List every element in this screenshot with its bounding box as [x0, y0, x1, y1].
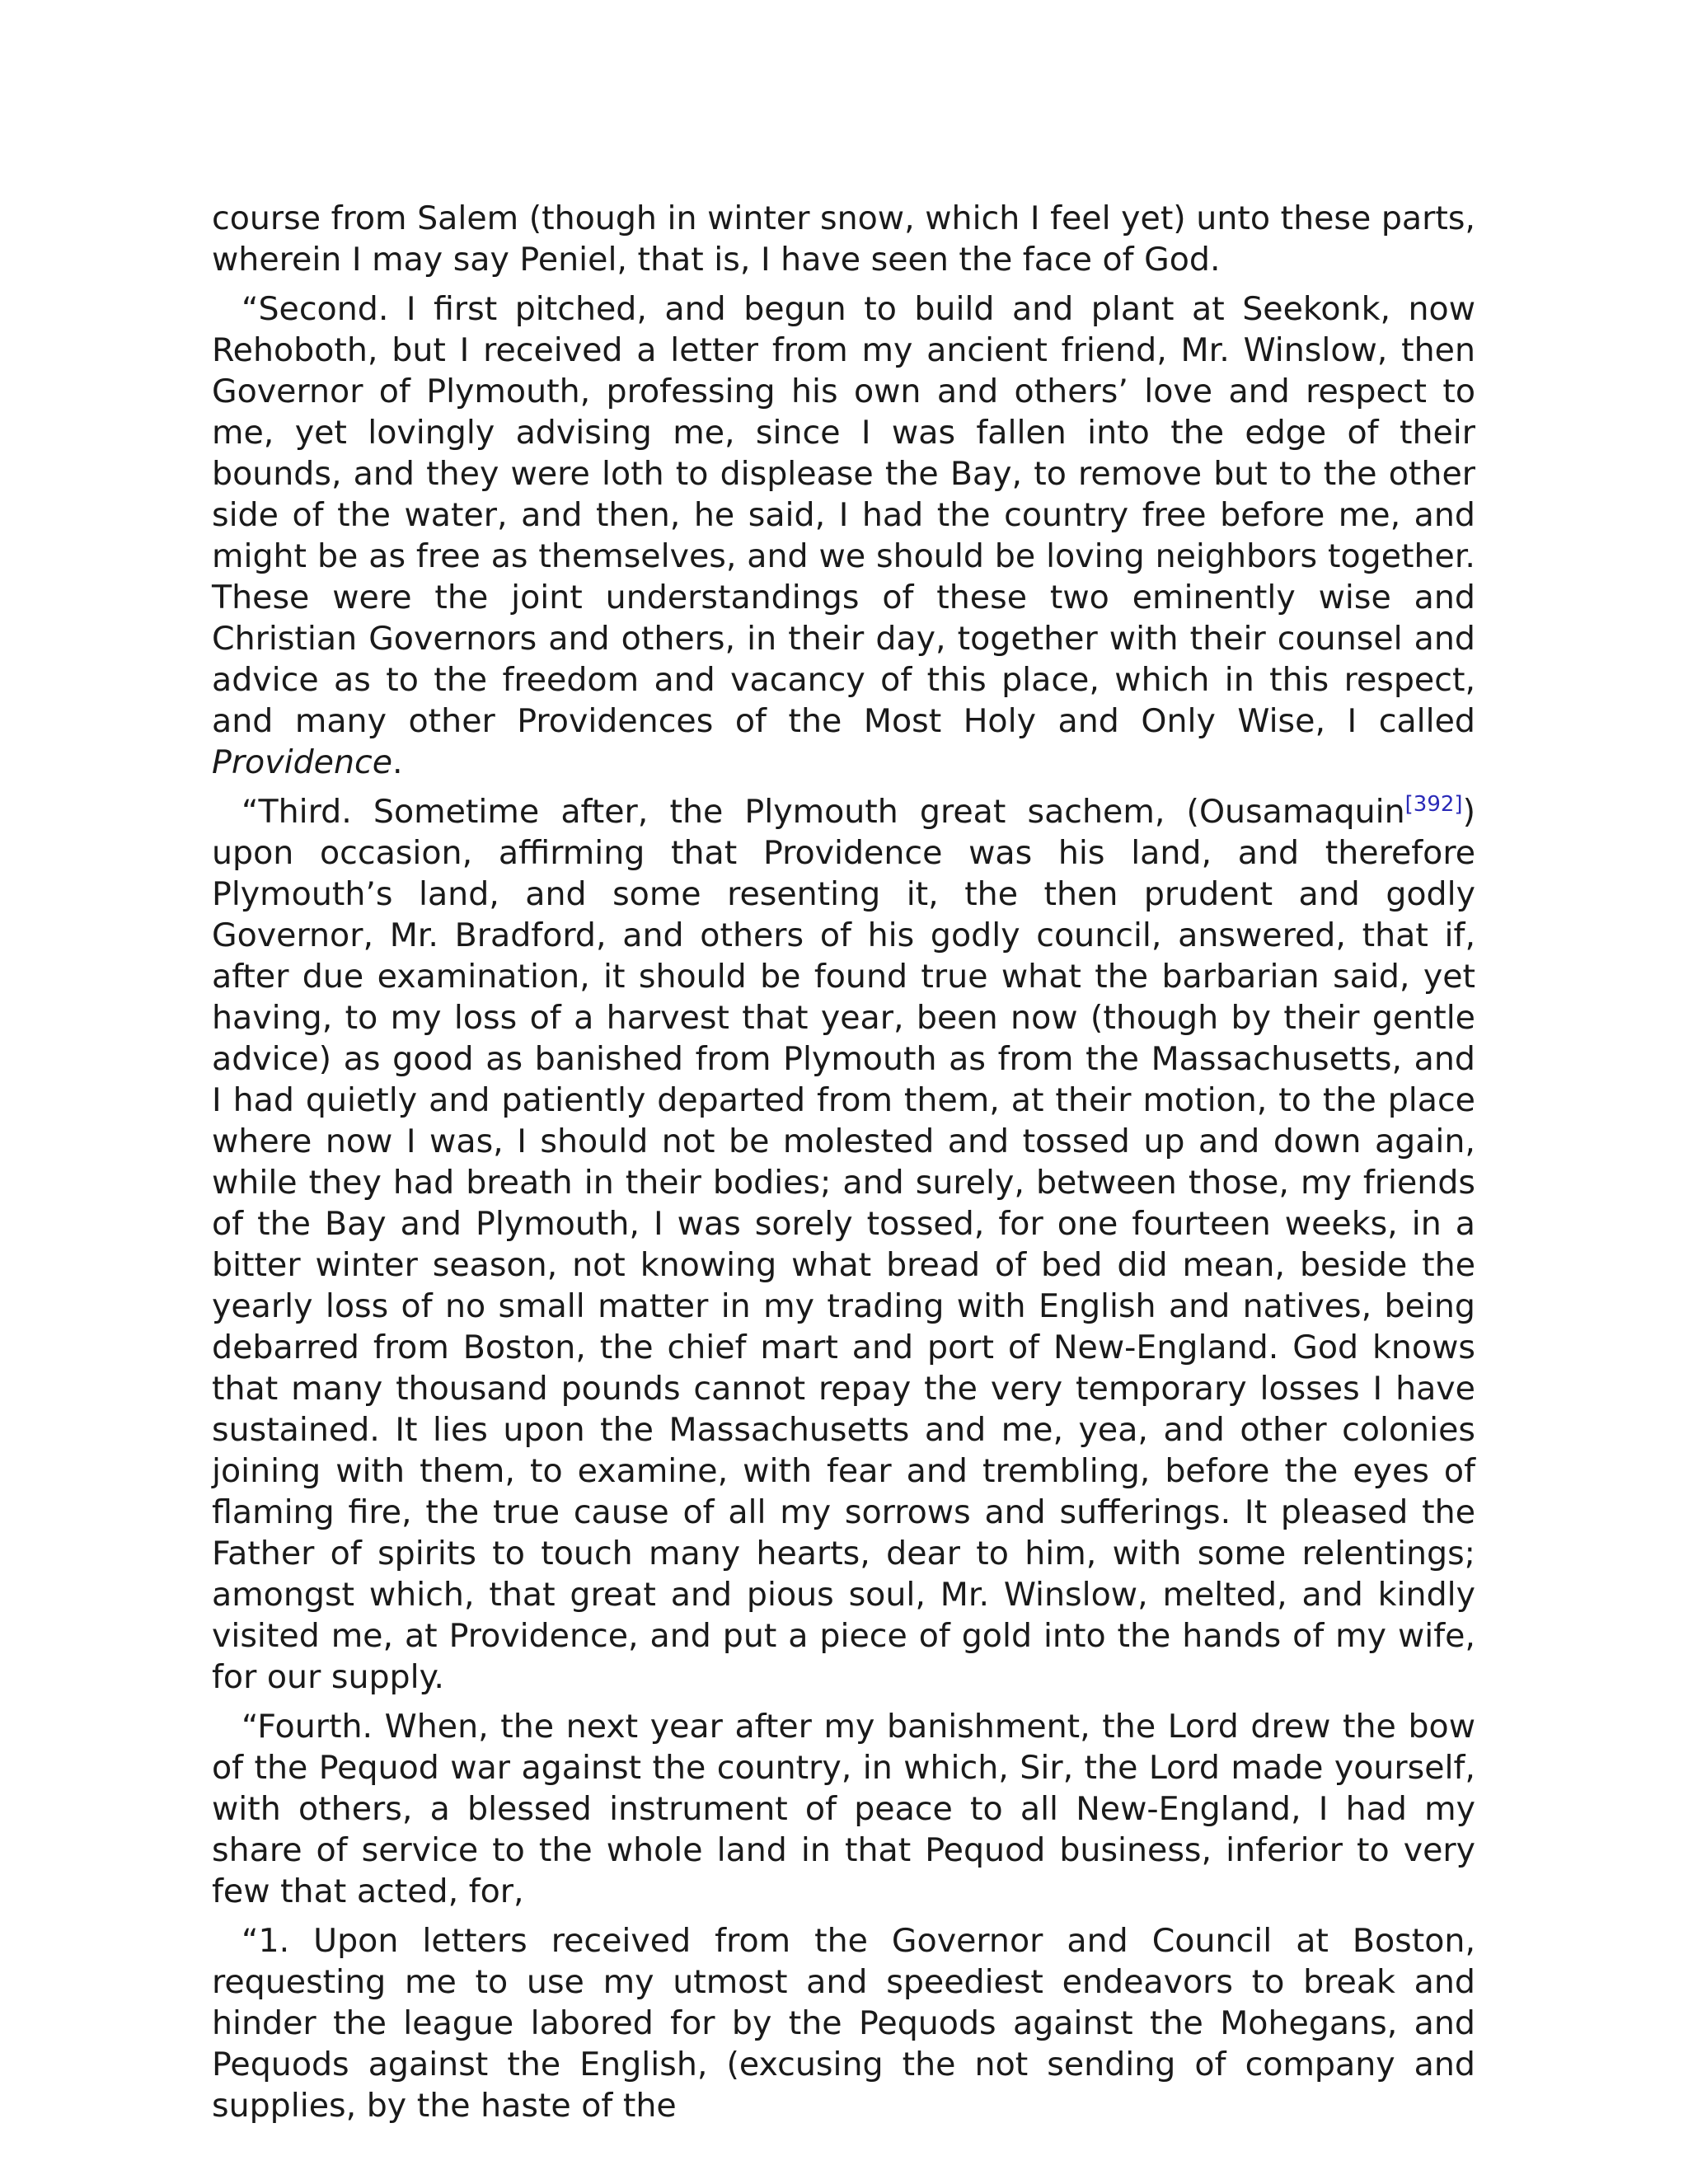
footnote-reference — [1405, 792, 1463, 817]
italic-providence: Providence — [212, 743, 393, 781]
footnote-link[interactable]: [392] — [1404, 792, 1463, 817]
paragraph-text: “Fourth. When, the next year after my banishment, the Lord drew the bow of the Pequod war against the country, in which, Sir, the Lord made yourself, with others, a blessed instrument of peace to all New-England, I had my share of service to the whole land in that Pequod business, inferior to very few that acted, for, — [212, 1708, 1475, 1910]
page-body — [212, 198, 1475, 2126]
paragraph-text: “Second. I first pitched, and begun to build and plant at Seekonk, now Rehoboth, but I received a letter from my ancient friend, Mr. Winslow, then Governor of Plymouth, professing his own and others’ love and respect to me, yet lovingly advising me, since I was fallen into the edge of their bounds, and they were loth to displease the Bay, to remove but to the other side of the water, and then, he said, I had the country free before me, and might be as free as themselves, and we should be loving neighbors together. These were the joint understandings of these two eminently wise and Christian Governors and others, in their day, together with their counsel and advice as to the freedom and vacancy of this place, which in this respect, and many other Providences of the Most Holy and Only Wise, I called — [212, 290, 1475, 740]
paragraph-numbered-one — [212, 1920, 1475, 2126]
paragraph-fourth — [212, 1706, 1475, 1912]
paragraph-text-continued: ) upon occasion, affirming that Providence was his land, and therefore Plymouth’s land, and some resenting it, the then prudent and godly Governor, Mr. Bradford, and others of his godly council, answered, that if, after due examination, it should be found true what the barbarian said, yet having, to my loss of a harvest that year, been now (though by their gentle advice) as good as banished from Plymouth as from the Massachusetts, and I had quietly and patiently departed from them, at their motion, to the place where now I was, I should not be molested and tossed up and down again, while they had breath in their bodies; and surely, between those, my friends of the Bay and Plymouth, I was sorely tossed, for one fourteen weeks, in a bitter winter season, not knowing what bread of bed did mean, beside the yearly loss of no small matter in my trading with English and natives, being debarred from Boston, the chief mart and port of New-England. God knows that many thousand pounds cannot repay the very temporary losses I have sustained. It lies upon the Massachusetts and me, yea, and other colonies joining with them, to examine, with fear and trembling, before the eyes of flaming fire, the true cause of all my sorrows and sufferings. It pleased the Father of spirits to touch many hearts, dear to him, with some relentings; amongst which, that great and pious soul, Mr. Winslow, melted, and kindly visited me, at Providence, and put a piece of gold into the hands of my wife, for our supply. — [212, 793, 1475, 1696]
paragraph-second — [212, 288, 1475, 783]
paragraph-text: “1. Upon letters received from the Governor and Council at Boston, requesting me to use my utmost and speediest endeavors to break and hinder the league labored for by the Pequods against the Mohegans, and Pequods against the English, (excusing the not sending of company and supplies, by the haste of the — [212, 1922, 1475, 2125]
paragraph-text: course from Salem (though in winter snow, which I feel yet) unto these parts, wherein I may say Peniel, that is, I have seen the face of God. — [212, 199, 1475, 279]
paragraph-text: “Third. Sometime after, the Plymouth great sachem, (Ousamaquin — [241, 793, 1405, 831]
paragraph-third — [212, 791, 1475, 1698]
paragraph-end-punctuation: . — [392, 743, 403, 781]
paragraph-continuation — [212, 198, 1475, 280]
